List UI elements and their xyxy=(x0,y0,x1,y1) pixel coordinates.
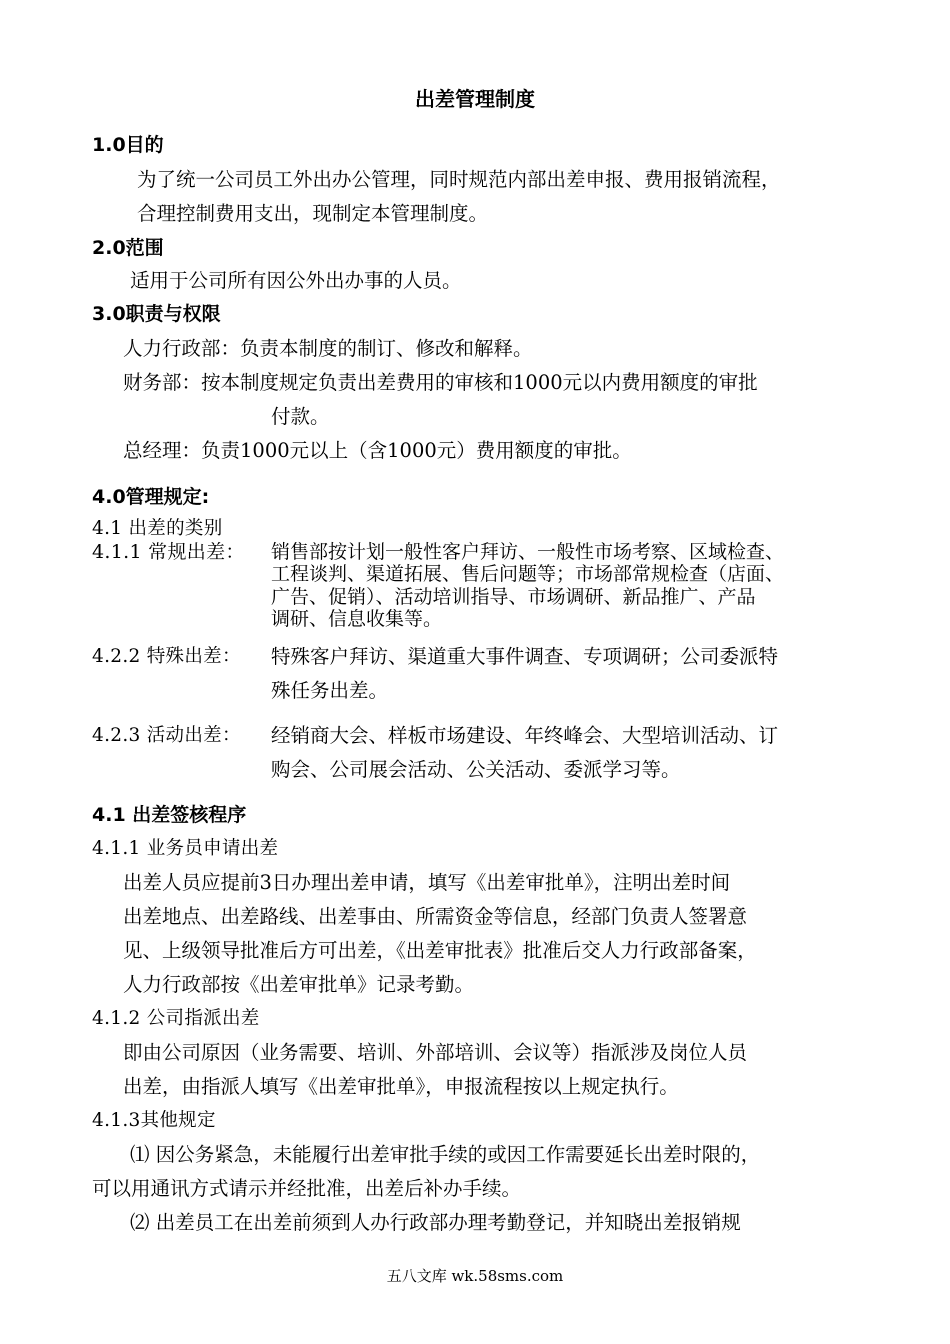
section-heading-responsibility: 3.0职责与权限 xyxy=(92,303,221,325)
item-line: 殊任务出差。 xyxy=(271,679,389,702)
paragraph-line: ⑵ 出差员工在出差前须到人办行政部办理考勤登记，并知晓出差报销规 xyxy=(130,1211,741,1234)
item-line: 广告、促销）、活动培训指导、市场调研、新品推广、产品 xyxy=(271,586,756,608)
item-label: 4.1.1 常规出差： xyxy=(92,541,245,563)
paragraph-line: 人力行政部：负责本制度的制订、修改和解释。 xyxy=(123,337,533,360)
item-line: 经销商大会、样板市场建设、年终峰会、大型培训活动、订 xyxy=(271,724,779,747)
paragraph-line: 出差地点、出差路线、出差事由、所需资金等信息，经部门负责人签署意 xyxy=(123,905,748,928)
paragraph-line: 合理控制费用支出，现制定本管理制度。 xyxy=(137,202,489,225)
paragraph-line: 总经理：负责1000元以上（含1000元）费用额度的审批。 xyxy=(123,439,632,462)
item-line: 购会、公司展会活动、公关活动、委派学习等。 xyxy=(271,758,681,781)
paragraph-line: 可以用通讯方式请示并经批准，出差后补办手续。 xyxy=(92,1177,522,1200)
paragraph-line: ⑴ 因公务紧急，未能履行出差审批手续的或因工作需要延长出差时限的， xyxy=(130,1143,761,1166)
subsection-heading: 4.1.2 公司指派出差 xyxy=(92,1008,260,1029)
paragraph-line: 适用于公司所有因公外出办事的人员。 xyxy=(130,269,462,292)
subsection-heading: 4.1.3其他规定 xyxy=(92,1110,216,1131)
paragraph-line: 见、上级领导批准后方可出差，《出差审批表》批准后交人力行政部备案， xyxy=(123,939,757,962)
item-line: 调研、信息收集等。 xyxy=(271,608,443,630)
document-title: 出差管理制度 xyxy=(415,87,535,111)
subsection-heading: 4.1.1 业务员申请出差 xyxy=(92,838,279,859)
section-heading-scope: 2.0范围 xyxy=(92,237,164,259)
item-label: 4.2.2 特殊出差： xyxy=(92,646,241,667)
subsection-heading: 4.1 出差的类别 xyxy=(92,518,223,539)
paragraph-line: 出差，由指派人填写《出差审批单》，申报流程按以上规定执行。 xyxy=(123,1075,679,1098)
section-heading-rules: 4.0管理规定: xyxy=(92,486,210,508)
paragraph-line: 出差人员应提前3日办理出差申请，填写《出差审批单》，注明出差时间 xyxy=(123,871,731,894)
section-heading-purpose: 1.0目的 xyxy=(92,134,164,156)
item-line: 销售部按计划一般性客户拜访、一般性市场考察、区域检查、 xyxy=(271,541,785,563)
paragraph-line: 付款。 xyxy=(271,405,330,428)
paragraph-line: 人力行政部按《出差审批单》记录考勤。 xyxy=(123,973,475,996)
item-line: 特殊客户拜访、渠道重大事件调查、专项调研；公司委派特 xyxy=(271,645,779,668)
page-footer: 五八文库 wk.58sms.com xyxy=(386,1267,564,1285)
item-line: 工程谈判、渠道拓展、售后问题等；市场部常规检查（店面、 xyxy=(271,563,785,585)
paragraph-line: 财务部：按本制度规定负责出差费用的审核和1000元以内费用额度的审批 xyxy=(123,371,758,394)
paragraph-line: 即由公司原因（业务需要、培训、外部培训、会议等）指派涉及岗位人员 xyxy=(123,1041,748,1064)
section-heading-procedure: 4.1 出差签核程序 xyxy=(92,804,247,826)
item-label: 4.2.3 活动出差： xyxy=(92,725,241,746)
paragraph-line: 为了统一公司员工外出办公管理，同时规范内部出差申报、费用报销流程， xyxy=(137,168,781,191)
